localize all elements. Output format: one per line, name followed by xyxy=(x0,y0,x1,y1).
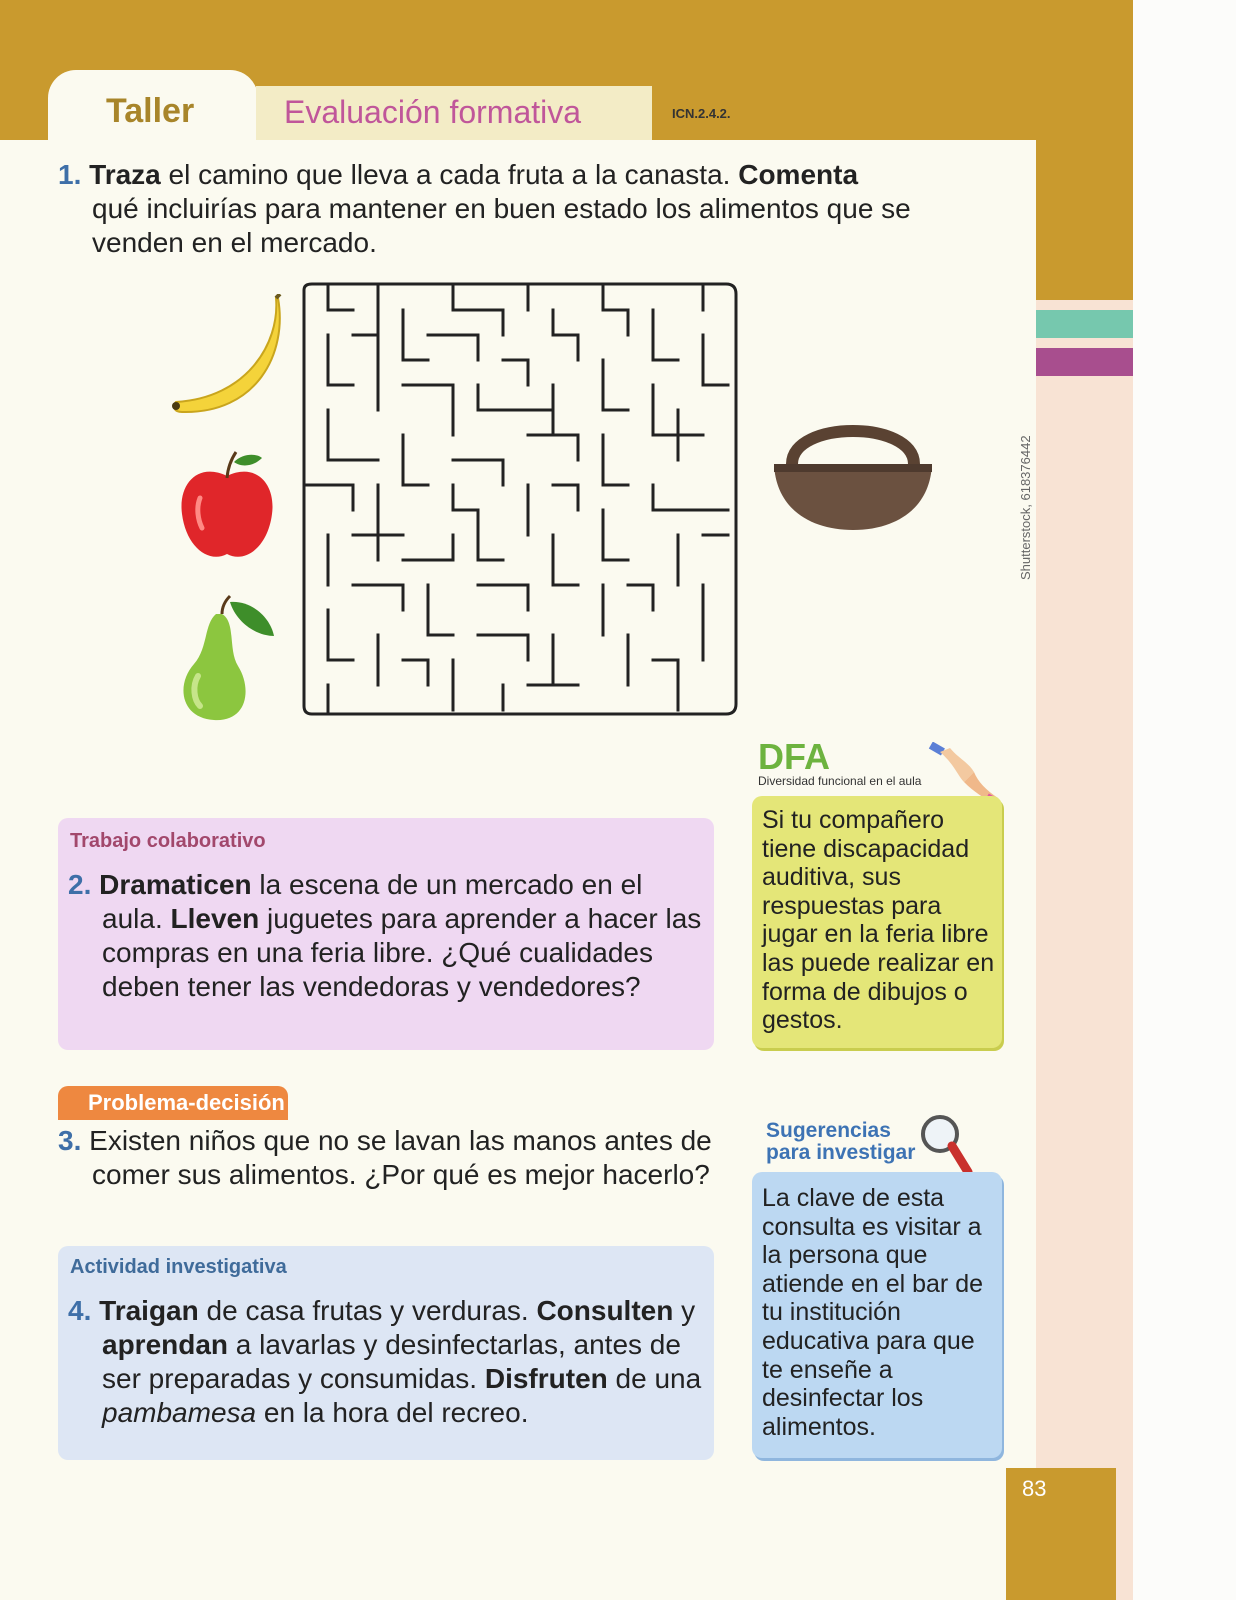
keyword: Lleven xyxy=(170,903,260,934)
keyword: aprendan xyxy=(102,1329,229,1360)
dfa-subtitle: Diversidad funcional en el aula xyxy=(758,774,922,788)
question-text: en la hora del recreo. xyxy=(256,1397,529,1428)
suggestions-title-line2: para investigar xyxy=(766,1141,916,1164)
tab-taller-label: Taller xyxy=(106,92,195,130)
research-activity-box xyxy=(58,1246,714,1460)
keyword-italic: pambamesa xyxy=(102,1397,257,1428)
question-number: 2. xyxy=(68,869,92,900)
dfa-title: DFA xyxy=(758,736,830,777)
question-number: 3. xyxy=(58,1125,82,1156)
question-text: qué incluirías para mantener en buen estado los alimentos que se xyxy=(92,193,911,224)
dfa-text: Si tu compañero tiene discapacidad auditiva, sus respuestas para jugar en la feria libre las puede realizar en forma de dibujos o gestos. xyxy=(762,806,995,1035)
question-text: a lavarlas y desinfectarlas, antes de ser preparadas y consumidas. xyxy=(102,1329,681,1394)
right-margin xyxy=(1133,0,1236,1600)
research-activity-title: Actividad investigativa xyxy=(70,1256,287,1278)
question-text: la escena de un mercado en el aula. xyxy=(102,869,643,934)
side-strip-top xyxy=(1036,140,1133,300)
maze[interactable] xyxy=(298,280,740,720)
banana-icon xyxy=(166,294,284,418)
problem-decision-tab xyxy=(58,1086,288,1120)
keyword: Consulten xyxy=(536,1295,674,1326)
problem-decision-label: Problema-decisión xyxy=(88,1090,285,1115)
keyword: Traigan xyxy=(99,1295,199,1326)
question-text: y xyxy=(673,1295,696,1326)
dfa-box xyxy=(752,796,1002,1048)
question-3 xyxy=(58,1124,718,1192)
suggestions-box xyxy=(752,1172,1002,1458)
purple-stripe xyxy=(1036,348,1133,376)
keyword: Traza xyxy=(89,159,161,190)
question-2 xyxy=(68,868,708,1004)
question-text: juguetes para aprender a hacer las compras en una feria libre. ¿Qué cualidades deben tener las vendedoras y vendedores? xyxy=(102,903,702,1002)
keyword: Comenta xyxy=(738,159,859,190)
tab-evaluacion xyxy=(256,86,652,140)
question-text: de una xyxy=(607,1363,702,1394)
page-number-tab xyxy=(1006,1468,1116,1600)
apple-icon xyxy=(178,448,276,564)
basket-icon xyxy=(770,410,936,534)
question-text: de casa frutas y verduras. xyxy=(198,1295,537,1326)
magnifier-icon xyxy=(918,1112,974,1180)
keyword: Dramaticen xyxy=(99,869,252,900)
tab-evaluacion-label: Evaluación formativa xyxy=(284,94,582,130)
keyword: Disfruten xyxy=(484,1363,608,1394)
green-stripe xyxy=(1036,310,1133,338)
collaborative-work-box xyxy=(58,818,714,1050)
pear-icon xyxy=(170,592,280,724)
collaborative-work-title: Trabajo colaborativo xyxy=(70,830,266,852)
page-number: 83 xyxy=(1022,1476,1047,1501)
question-1 xyxy=(58,158,1018,260)
question-text: Existen niños que no se lavan las manos antes de comer sus alimentos. ¿Por qué es mejor hacerlo? xyxy=(89,1125,712,1190)
question-4 xyxy=(68,1294,712,1430)
suggestions-title xyxy=(766,1120,915,1164)
curriculum-code: ICN.2.4.2. xyxy=(672,106,731,121)
question-text: el camino que lleva a cada fruta a la canasta. xyxy=(160,159,739,190)
tab-taller xyxy=(48,70,258,142)
suggestions-text: La clave de esta consulta es visitar a la persona que atiende en el bar de tu institución educativa para que te enseñe a desinfectar los alimentos. xyxy=(762,1184,984,1441)
question-text: venden en el mercado. xyxy=(92,227,377,258)
question-number: 4. xyxy=(68,1295,92,1326)
question-number: 1. xyxy=(58,159,82,190)
image-credit: Shutterstock, 618376442 xyxy=(1018,435,1033,580)
suggestions-title-line1: Sugerencias xyxy=(766,1119,891,1142)
